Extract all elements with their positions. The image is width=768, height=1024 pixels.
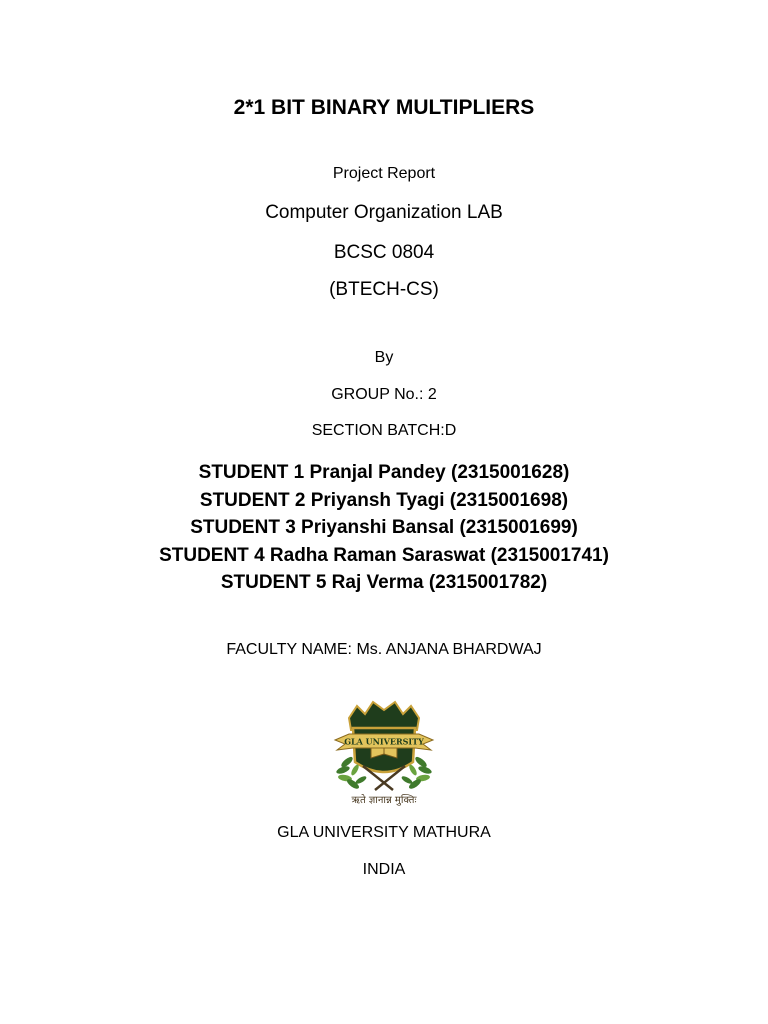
- country-name: INDIA: [362, 861, 406, 878]
- logo-motto: ऋते ज्ञानान्न मुक्तिः: [351, 795, 417, 806]
- student-item: STUDENT 5 Raj Verma (2315001782): [220, 572, 548, 593]
- lab-name: Computer Organization LAB: [265, 202, 503, 223]
- student-item: STUDENT 4 Radha Raman Saraswat (2315001741): [159, 544, 609, 566]
- report-type: Project Report: [332, 165, 436, 182]
- program-name: (BTECH-CS): [329, 279, 439, 300]
- student-list: [0, 459, 768, 597]
- course-code: BCSC 0804: [333, 242, 435, 263]
- report-title: 2*1 BIT BINARY MULTIPLIERS: [233, 96, 535, 119]
- crest-crown-shape: [349, 702, 419, 730]
- university-logo: [327, 700, 441, 808]
- by-label: By: [374, 349, 394, 366]
- student-item: STUDENT 3 Priyanshi Bansal (2315001699): [190, 517, 578, 538]
- university-name: GLA UNIVERSITY MATHURA: [277, 824, 491, 841]
- university-logo-name: GLA UNIVERSITY: [344, 736, 424, 747]
- student-item: STUDENT 1 Pranjal Pandey (2315001628): [198, 462, 570, 483]
- section-batch: SECTION BATCH:D: [311, 422, 457, 439]
- faculty-name: FACULTY NAME: Ms. ANJANA BHARDWAJ: [226, 641, 542, 658]
- group-number: GROUP No.: 2: [331, 386, 437, 403]
- student-item: STUDENT 2 Priyansh Tyagi (2315001698): [199, 489, 569, 511]
